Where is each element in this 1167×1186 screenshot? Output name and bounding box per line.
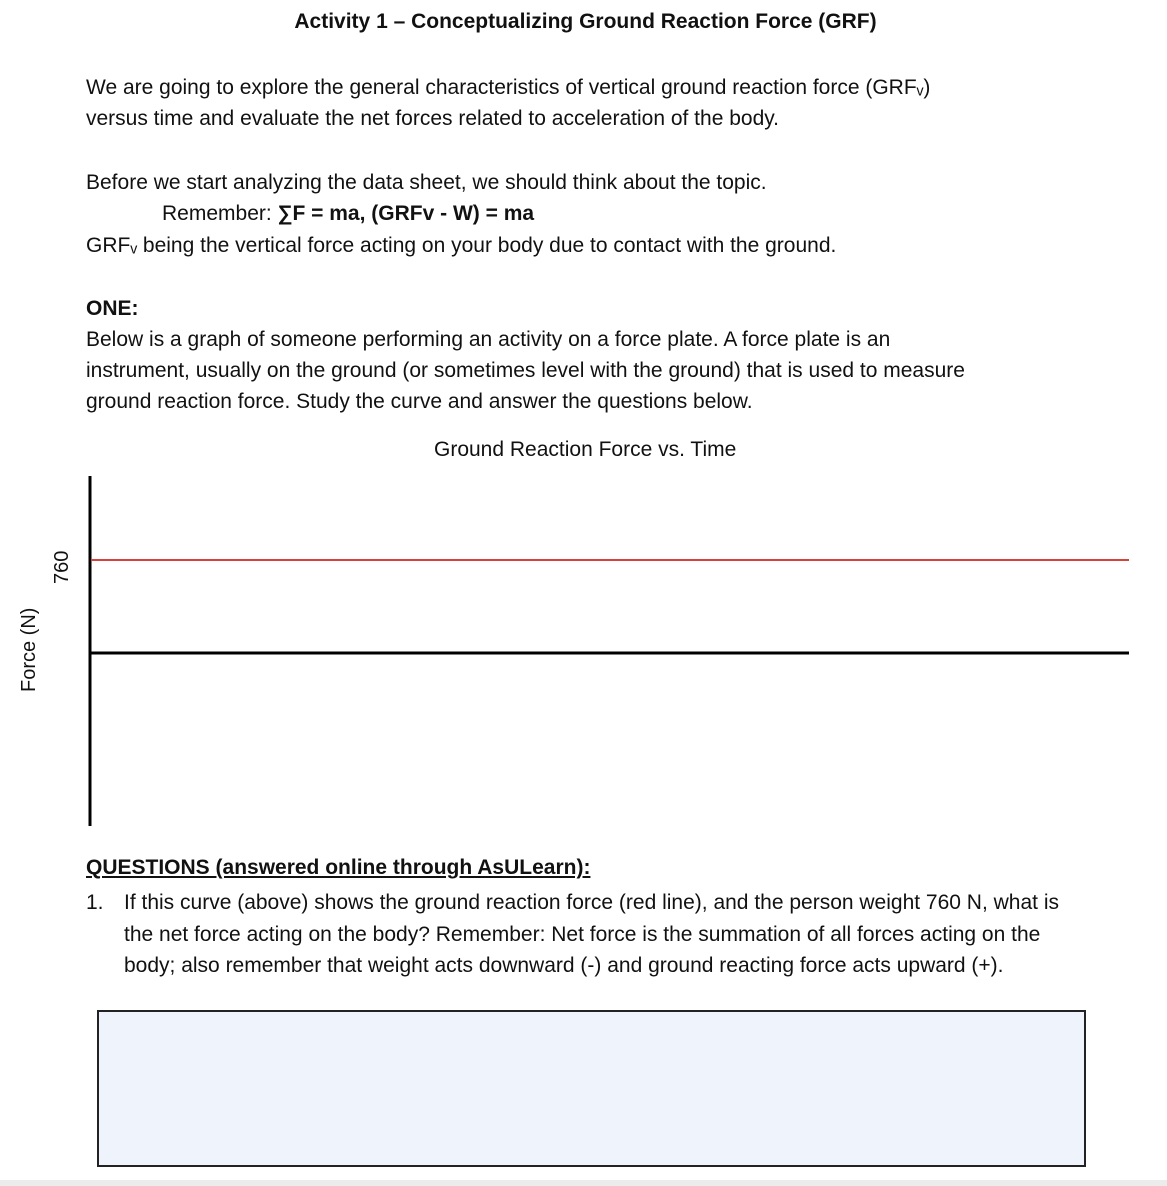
intro-line-1: We are going to explore the general characteristics of vertical ground reaction force (GRFᵥ) — [86, 76, 931, 99]
answer-text-box[interactable] — [97, 1010, 1086, 1167]
remember-prefix: Remember: — [162, 202, 278, 225]
question-number: 1. — [86, 891, 104, 914]
page-edge — [0, 1180, 1167, 1186]
page-title: Activity 1 – Conceptualizing Ground Reaction Force (GRF) — [294, 10, 877, 33]
chart-title: Ground Reaction Force vs. Time — [434, 438, 737, 461]
section-one-line-3: ground reaction force. Study the curve and answer the questions below. — [86, 390, 753, 413]
intro-line-2: versus time and evaluate the net forces related to acceleration of the body. — [86, 107, 780, 130]
before-line-3: GRFᵥ being the vertical force acting on your body due to contact with the ground. — [86, 234, 837, 257]
question-text: If this curve (above) shows the ground reaction force (red line), and the person weight 760 N, what is the net force acting on the body? Remember: Net force is the summation of all forces acting on the body; also remember that weight acts downward (-) and ground reacting force acts upward (+). — [124, 891, 1059, 977]
chart-ytick-label: 760 — [51, 550, 73, 584]
section-one-line-1: Below is a graph of someone performing an activity on a force plate. A force plate is an — [86, 328, 891, 351]
section-one-line-2: instrument, usually on the ground (or sometimes level with the ground) that is used to measure — [86, 359, 965, 382]
before-line-1: Before we start analyzing the data sheet, we should think about the topic. — [86, 171, 767, 194]
questions-heading: QUESTIONS (answered online through AsULearn): — [86, 856, 591, 879]
chart-ylabel: Force (N) — [18, 607, 40, 692]
remember-formula: ∑F = ma, (GRFv - W) = ma — [277, 202, 535, 225]
section-one-heading: ONE: — [86, 297, 139, 320]
